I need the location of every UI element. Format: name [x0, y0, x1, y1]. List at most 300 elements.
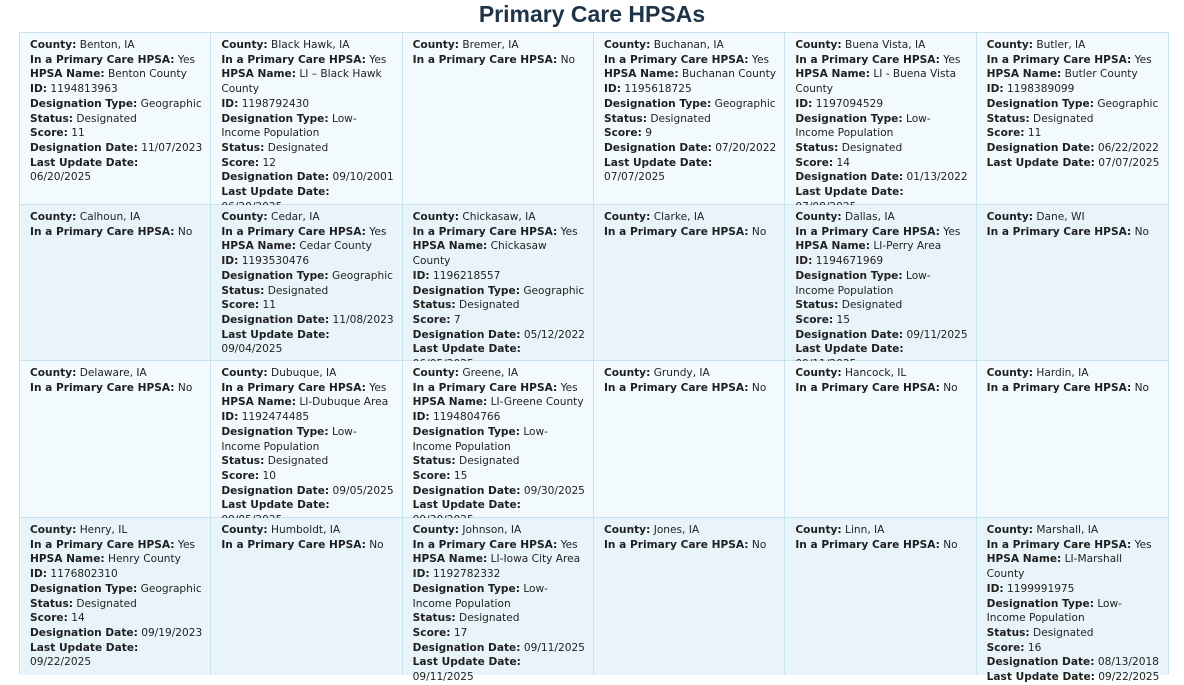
county-value: Benton, IA	[79, 39, 135, 51]
designation-type-line	[604, 97, 776, 112]
in-hpsa-label: In a Primary Care HPSA:	[30, 53, 175, 66]
score-line	[413, 313, 585, 328]
hpsa-name-value: LI – Black Hawk County	[221, 68, 382, 96]
last-update-value: 09/04/2025	[221, 343, 283, 356]
status-label: Status:	[412, 299, 456, 312]
in-hpsa-line	[604, 538, 776, 553]
id-label: ID:	[412, 411, 430, 424]
score-label: Score:	[412, 626, 451, 639]
in-hpsa-label: In a Primary Care HPSA:	[221, 225, 366, 238]
score-line	[795, 156, 967, 171]
designation-type-value: Low-Income Population	[412, 425, 548, 453]
designation-date-line	[221, 313, 393, 328]
hpsa-name-line	[221, 67, 393, 96]
hpsa-name-value: Buchanan County	[681, 68, 777, 81]
county-label: County:	[603, 367, 651, 379]
in-hpsa-value: Yes	[560, 225, 578, 238]
status-label: Status:	[795, 141, 839, 154]
id-line	[221, 254, 393, 269]
county-label: County:	[603, 39, 651, 51]
last-update-line	[221, 328, 393, 357]
score-label: Score:	[603, 127, 642, 140]
designation-date-line	[413, 484, 585, 499]
in-hpsa-value: No	[751, 381, 767, 394]
designation-date-value: 07/20/2022	[715, 141, 777, 154]
county-line	[30, 366, 202, 381]
county-card	[785, 205, 976, 361]
in-hpsa-label: In a Primary Care HPSA:	[412, 53, 558, 66]
status-label: Status:	[30, 597, 73, 610]
id-value: 1193530476	[241, 255, 310, 268]
in-hpsa-value: Yes	[177, 538, 196, 551]
id-label: ID:	[795, 97, 813, 110]
designation-date-value: 09/11/2025	[523, 641, 585, 654]
score-label: Score:	[221, 156, 260, 169]
designation-type-value: Low-Income Population	[795, 269, 931, 297]
county-value: Humboldt, IA	[271, 524, 341, 536]
status-value: Designated	[841, 299, 903, 312]
in-hpsa-line	[413, 53, 585, 68]
in-hpsa-label: In a Primary Care HPSA:	[986, 538, 1132, 551]
designation-date-label: Designation Date:	[795, 171, 904, 184]
in-hpsa-label: In a Primary Care HPSA:	[30, 538, 175, 551]
county-line	[987, 38, 1160, 53]
county-line	[604, 210, 776, 225]
in-hpsa-value: Yes	[1134, 538, 1152, 551]
status-value: Designated	[267, 284, 329, 297]
county-label: County:	[795, 367, 842, 379]
last-update-label: Last Update Date:	[221, 499, 330, 512]
hpsa-name-line	[413, 552, 585, 567]
status-line	[221, 454, 393, 469]
hpsa-name-label: HPSA Name:	[986, 68, 1062, 81]
in-hpsa-line	[795, 53, 967, 68]
in-hpsa-line	[30, 53, 202, 68]
county-label: County:	[986, 367, 1033, 379]
status-line	[221, 141, 393, 156]
id-label: ID:	[795, 255, 813, 268]
designation-date-value: 09/11/2025	[906, 328, 968, 341]
in-hpsa-value: Yes	[751, 53, 770, 66]
designation-date-line	[604, 141, 776, 156]
designation-type-label: Designation Type:	[30, 97, 138, 110]
last-update-line	[30, 156, 202, 185]
hpsa-name-line	[413, 239, 585, 268]
designation-date-value: 09/10/2001	[332, 171, 394, 184]
county-value: Bremer, IA	[462, 39, 519, 51]
id-label: ID:	[221, 411, 239, 424]
in-hpsa-value: No	[751, 225, 767, 238]
hpsa-name-value: Butler County	[1064, 68, 1138, 81]
county-line	[30, 38, 202, 53]
designation-type-line	[221, 269, 393, 284]
designation-date-line	[987, 655, 1160, 670]
county-card	[594, 518, 785, 675]
in-hpsa-line	[604, 381, 776, 396]
designation-date-line	[795, 328, 967, 343]
id-value: 1196218557	[433, 269, 501, 282]
last-update-label: Last Update Date:	[603, 156, 713, 169]
in-hpsa-value: No	[943, 381, 958, 394]
status-value: Designated	[459, 612, 520, 625]
status-label: Status:	[412, 455, 456, 468]
designation-date-label: Designation Date:	[30, 626, 138, 639]
hpsa-name-line	[413, 395, 585, 410]
designation-type-value: Geographic	[523, 284, 585, 297]
in-hpsa-line	[30, 225, 202, 240]
last-update-value: 07/07/2025	[1098, 156, 1160, 169]
score-value: 17	[453, 626, 468, 639]
score-value: 9	[645, 127, 652, 140]
last-update-label: Last Update Date:	[412, 343, 521, 356]
last-update-label: Last Update Date:	[30, 156, 139, 169]
in-hpsa-line	[221, 538, 393, 553]
hpsa-name-line	[30, 67, 202, 82]
county-card	[403, 33, 594, 205]
designation-type-value: Geographic	[331, 269, 393, 282]
hpsa-name-line	[795, 67, 967, 96]
hpsa-name-line	[604, 67, 776, 82]
county-label: County:	[603, 211, 651, 223]
status-line	[604, 112, 776, 127]
last-update-line	[413, 655, 585, 684]
county-card	[20, 518, 211, 675]
designation-type-line	[795, 112, 967, 141]
designation-type-value: Low-Income Population	[221, 425, 357, 453]
county-line	[413, 366, 585, 381]
status-label: Status:	[221, 455, 265, 468]
designation-date-label: Designation Date:	[986, 656, 1095, 669]
last-update-line	[30, 641, 202, 670]
designation-date-value: 09/30/2025	[523, 484, 585, 497]
in-hpsa-line	[221, 225, 393, 240]
designation-date-label: Designation Date:	[221, 313, 330, 326]
score-value: 14	[71, 612, 85, 625]
designation-type-label: Designation Type:	[986, 97, 1094, 110]
id-line	[987, 582, 1160, 597]
hpsa-name-value: Henry County	[108, 553, 181, 566]
designation-type-label: Designation Type:	[795, 112, 903, 125]
hpsa-name-label: HPSA Name:	[30, 553, 105, 566]
id-value: 1195618725	[624, 83, 692, 96]
hpsa-name-label: HPSA Name:	[221, 240, 296, 253]
score-line	[604, 126, 776, 141]
county-label: County:	[30, 39, 77, 51]
in-hpsa-line	[30, 381, 202, 396]
designation-type-line	[413, 582, 585, 611]
county-value: Butler, IA	[1036, 39, 1086, 51]
county-card	[977, 518, 1168, 684]
last-update-line	[987, 670, 1160, 685]
county-line	[987, 210, 1160, 225]
hpsa-name-line	[795, 239, 967, 254]
last-update-label: Last Update Date:	[412, 656, 521, 669]
county-line	[795, 366, 967, 381]
designation-type-value: Geographic	[140, 97, 202, 110]
last-update-label: Last Update Date:	[986, 156, 1095, 169]
county-label: County:	[795, 211, 842, 223]
score-value: 11	[262, 299, 277, 312]
id-label: ID:	[30, 83, 47, 96]
county-card	[211, 33, 402, 205]
score-value: 15	[836, 313, 851, 326]
hpsa-name-label: HPSA Name:	[795, 68, 870, 81]
county-line	[221, 523, 393, 538]
status-value: Designated	[1033, 626, 1094, 639]
in-hpsa-line	[987, 53, 1160, 68]
county-label: County:	[795, 39, 842, 51]
designation-date-line	[795, 170, 967, 185]
id-value: 1194671969	[815, 255, 884, 268]
designation-date-value: 05/12/2022	[523, 328, 585, 341]
designation-type-line	[413, 284, 585, 299]
hpsa-name-value: LI-Perry Area	[873, 240, 942, 253]
county-label: County:	[30, 367, 77, 379]
score-line	[221, 298, 393, 313]
designation-type-value: Geographic	[140, 582, 202, 595]
county-label: County:	[412, 367, 459, 379]
in-hpsa-value: Yes	[943, 53, 961, 66]
score-value: 12	[262, 156, 277, 169]
score-value: 11	[71, 127, 85, 140]
designation-date-line	[30, 141, 202, 156]
in-hpsa-value: No	[751, 538, 767, 551]
designation-type-line	[795, 269, 967, 298]
county-value: Hardin, IA	[1036, 367, 1089, 379]
status-line	[795, 298, 967, 313]
in-hpsa-label: In a Primary Care HPSA:	[986, 53, 1132, 66]
id-line	[221, 97, 393, 112]
in-hpsa-line	[795, 538, 967, 553]
designation-type-line	[987, 97, 1160, 112]
designation-date-label: Designation Date:	[412, 484, 521, 497]
county-card	[20, 205, 211, 361]
id-label: ID:	[412, 269, 430, 282]
county-value: Clarke, IA	[653, 211, 705, 223]
score-value: 11	[1027, 127, 1042, 140]
county-card	[977, 205, 1168, 361]
score-value: 7	[453, 313, 461, 326]
county-card	[403, 361, 594, 518]
designation-date-value: 06/22/2022	[1097, 141, 1159, 154]
county-card	[403, 518, 594, 684]
score-line	[413, 626, 585, 641]
in-hpsa-line	[413, 225, 585, 240]
score-label: Score:	[795, 156, 834, 169]
county-value: Black Hawk, IA	[271, 39, 350, 51]
in-hpsa-line	[604, 53, 776, 68]
score-value: 10	[262, 469, 277, 482]
county-value: Marshall, IA	[1036, 524, 1099, 536]
score-line	[221, 156, 393, 171]
hpsa-name-value: LI-Dubuque Area	[299, 396, 389, 409]
county-label: County:	[986, 39, 1033, 51]
designation-type-value: Low-Income Population	[986, 597, 1122, 625]
status-line	[987, 112, 1160, 127]
county-label: County:	[30, 211, 77, 223]
designation-date-value: 11/07/2023	[141, 141, 203, 154]
id-value: 1176802310	[50, 568, 118, 581]
designation-date-line	[987, 141, 1160, 156]
county-card	[20, 361, 211, 518]
county-value: Linn, IA	[845, 524, 885, 536]
designation-type-value: Geographic	[1097, 97, 1159, 110]
designation-date-value: 01/13/2022	[906, 171, 968, 184]
designation-date-value: 09/19/2023	[141, 626, 203, 639]
id-line	[795, 97, 967, 112]
id-label: ID:	[30, 568, 47, 581]
designation-type-label: Designation Type:	[795, 269, 903, 282]
county-value: Buena Vista, IA	[845, 39, 926, 51]
hpsa-name-value: LI-Marshall County	[986, 553, 1123, 581]
hpsa-name-label: HPSA Name:	[795, 240, 870, 253]
county-line	[604, 523, 776, 538]
in-hpsa-label: In a Primary Care HPSA:	[603, 53, 749, 66]
designation-date-line	[413, 328, 585, 343]
county-label: County:	[986, 524, 1033, 536]
county-label: County:	[221, 39, 268, 51]
county-line	[795, 210, 967, 225]
hpsa-name-value: Benton County	[108, 68, 187, 81]
in-hpsa-label: In a Primary Care HPSA:	[795, 538, 940, 551]
in-hpsa-value: No	[1134, 381, 1149, 394]
hpsa-name-line	[987, 67, 1160, 82]
county-card	[211, 518, 402, 675]
hpsa-name-label: HPSA Name:	[221, 68, 296, 81]
last-update-value: 09/22/2025	[30, 656, 92, 669]
in-hpsa-label: In a Primary Care HPSA:	[412, 538, 558, 551]
hpsa-name-value: Cedar County	[299, 240, 372, 253]
in-hpsa-label: In a Primary Care HPSA:	[986, 225, 1132, 238]
hpsa-name-line	[987, 552, 1160, 581]
in-hpsa-line	[221, 53, 393, 68]
score-label: Score:	[221, 469, 260, 482]
status-line	[30, 112, 202, 127]
last-update-label: Last Update Date:	[795, 343, 904, 356]
status-value: Designated	[459, 455, 520, 468]
status-line	[221, 284, 393, 299]
status-label: Status:	[603, 112, 647, 125]
last-update-value: 06/20/2025	[30, 171, 92, 184]
county-card	[977, 361, 1168, 518]
county-value: Jones, IA	[653, 524, 700, 536]
hpsa-name-label: HPSA Name:	[30, 68, 105, 81]
id-label: ID:	[221, 97, 239, 110]
status-value: Designated	[267, 141, 329, 154]
county-value: Calhoun, IA	[79, 211, 141, 223]
hpsa-name-line	[30, 552, 202, 567]
county-card	[594, 33, 785, 205]
in-hpsa-label: In a Primary Care HPSA:	[221, 381, 366, 394]
last-update-value: 09/22/2025	[1098, 671, 1160, 684]
designation-date-value: 08/13/2018	[1097, 656, 1159, 669]
last-update-line	[604, 156, 776, 185]
score-value: 14	[836, 156, 851, 169]
status-value: Designated	[459, 299, 520, 312]
hpsa-name-label: HPSA Name:	[221, 396, 296, 409]
score-line	[221, 469, 393, 484]
hpsa-name-label: HPSA Name:	[986, 553, 1062, 566]
score-line	[795, 313, 967, 328]
id-value: 1192474485	[241, 411, 310, 424]
id-line	[413, 567, 585, 582]
score-line	[987, 641, 1160, 656]
designation-type-line	[30, 582, 202, 597]
status-value: Designated	[650, 112, 711, 125]
designation-type-label: Designation Type:	[412, 284, 520, 297]
score-line	[413, 469, 585, 484]
in-hpsa-line	[604, 225, 776, 240]
in-hpsa-label: In a Primary Care HPSA:	[795, 381, 940, 394]
county-value: Greene, IA	[462, 367, 519, 379]
county-value: Dallas, IA	[845, 211, 895, 223]
in-hpsa-line	[221, 381, 393, 396]
id-value: 1194813963	[50, 83, 118, 96]
designation-date-label: Designation Date:	[795, 328, 904, 341]
status-label: Status:	[795, 299, 839, 312]
id-line	[30, 567, 202, 582]
status-line	[987, 626, 1160, 641]
id-value: 1198389099	[1007, 83, 1075, 96]
last-update-label: Last Update Date:	[795, 186, 904, 199]
county-card	[20, 33, 211, 205]
status-line	[413, 611, 585, 626]
county-line	[221, 366, 393, 381]
id-label: ID:	[221, 255, 239, 268]
county-card	[594, 361, 785, 518]
designation-type-label: Designation Type:	[412, 425, 520, 438]
designation-date-label: Designation Date:	[603, 141, 712, 154]
status-line	[413, 454, 585, 469]
in-hpsa-label: In a Primary Care HPSA:	[795, 53, 940, 66]
designation-type-line	[221, 425, 393, 454]
in-hpsa-value: Yes	[943, 225, 961, 238]
score-label: Score:	[795, 313, 834, 326]
county-card	[785, 518, 976, 675]
score-line	[987, 126, 1160, 141]
last-update-value: 07/07/2025	[603, 171, 666, 184]
score-label: Score:	[412, 469, 451, 482]
county-label: County:	[412, 39, 459, 51]
id-value: 1192782332	[433, 568, 501, 581]
in-hpsa-line	[987, 381, 1160, 396]
designation-type-label: Designation Type:	[603, 97, 712, 110]
in-hpsa-value: Yes	[369, 225, 387, 238]
designation-type-line	[413, 425, 585, 454]
county-value: Dane, WI	[1036, 211, 1085, 223]
status-label: Status:	[221, 284, 265, 297]
designation-date-label: Designation Date:	[412, 641, 521, 654]
status-label: Status:	[30, 112, 73, 125]
hpsa-name-label: HPSA Name:	[412, 396, 488, 409]
county-line	[30, 523, 202, 538]
county-line	[221, 38, 393, 53]
hpsa-name-line	[221, 395, 393, 410]
hpsa-name-value: LI-Iowa City Area	[490, 553, 581, 566]
status-label: Status:	[986, 112, 1030, 125]
county-value: Buchanan, IA	[653, 39, 724, 51]
hpsa-name-value: LI - Buena Vista County	[795, 68, 957, 96]
last-update-label: Last Update Date:	[412, 499, 521, 512]
county-label: County:	[221, 524, 268, 536]
in-hpsa-line	[30, 538, 202, 553]
in-hpsa-label: In a Primary Care HPSA:	[603, 225, 749, 238]
designation-type-line	[30, 97, 202, 112]
county-card	[977, 33, 1168, 205]
score-label: Score:	[30, 127, 68, 140]
in-hpsa-label: In a Primary Care HPSA:	[30, 225, 175, 238]
county-line	[413, 523, 585, 538]
